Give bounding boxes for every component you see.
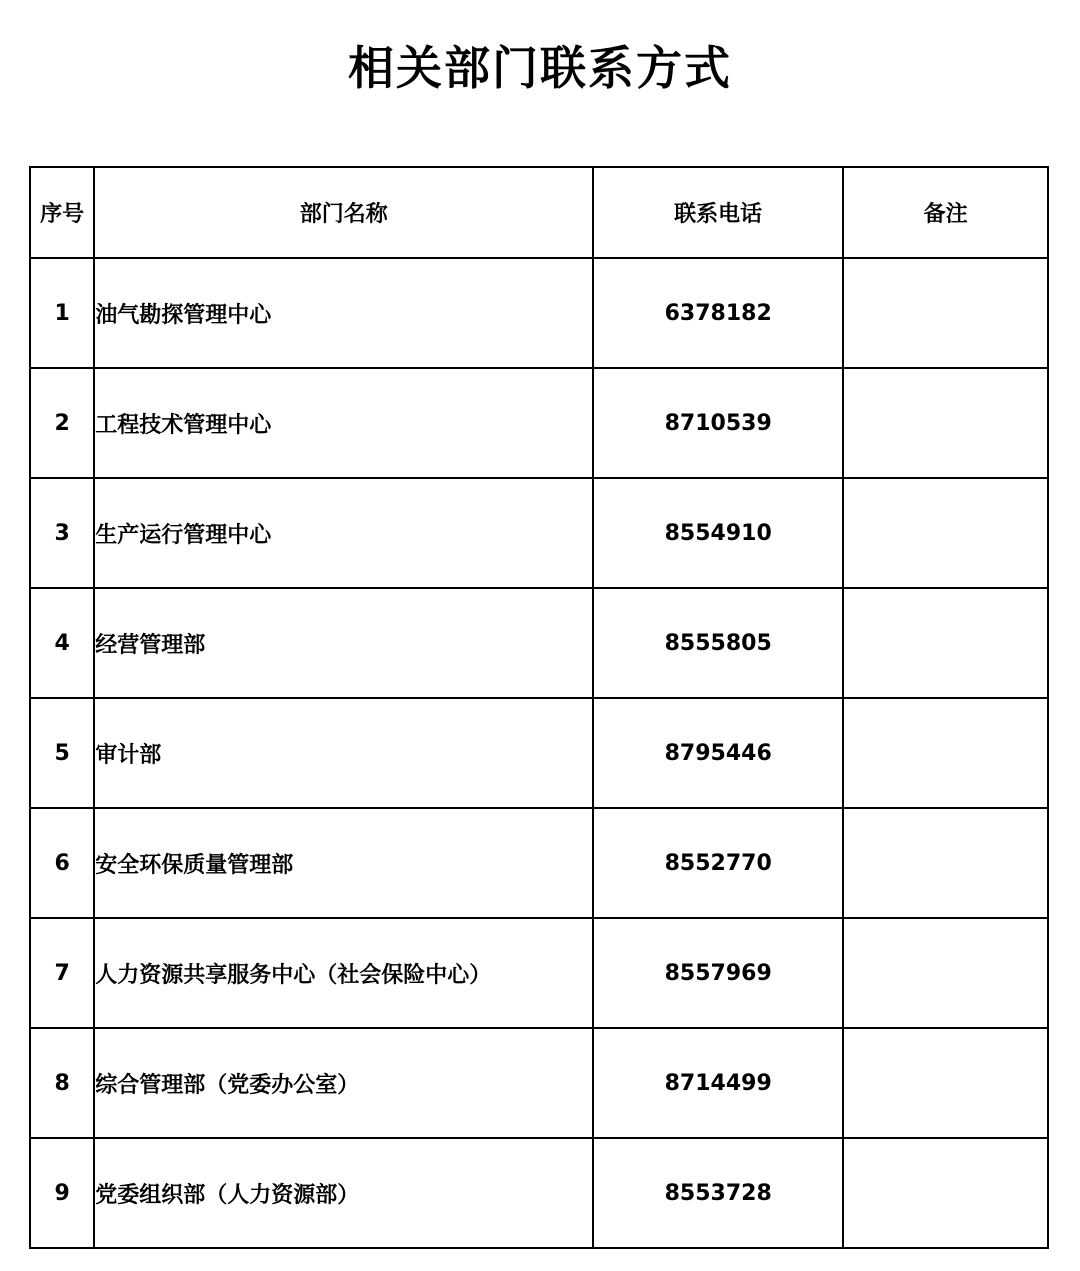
header-name: 部门名称: [94, 167, 593, 258]
header-phone: 联系电话: [593, 167, 843, 258]
table-row: [30, 808, 1048, 918]
contacts-table: [29, 166, 1049, 1249]
row-department-name: 经营管理部: [94, 588, 593, 698]
row-index: 5: [30, 698, 94, 808]
row-phone: 8552770: [593, 808, 843, 918]
header-note: 备注: [843, 167, 1048, 258]
row-index: 7: [30, 918, 94, 1028]
row-department-name: 安全环保质量管理部: [94, 808, 593, 918]
row-phone: 8714499: [593, 1028, 843, 1138]
row-note: [843, 478, 1048, 588]
row-index: 8: [30, 1028, 94, 1138]
row-note: [843, 808, 1048, 918]
row-note: [843, 698, 1048, 808]
row-note: [843, 368, 1048, 478]
row-phone: 6378182: [593, 258, 843, 368]
header-index: 序号: [30, 167, 94, 258]
table-row: [30, 258, 1048, 368]
table-row: [30, 698, 1048, 808]
table-row: [30, 918, 1048, 1028]
table-row: [30, 1028, 1048, 1138]
row-phone: 8553728: [593, 1138, 843, 1248]
table-row: [30, 478, 1048, 588]
row-index: 3: [30, 478, 94, 588]
row-phone: 8555805: [593, 588, 843, 698]
row-department-name: 审计部: [94, 698, 593, 808]
row-index: 4: [30, 588, 94, 698]
row-phone: 8710539: [593, 368, 843, 478]
row-index: 2: [30, 368, 94, 478]
row-department-name: 生产运行管理中心: [94, 478, 593, 588]
row-department-name: 人力资源共享服务中心（社会保险中心）: [94, 918, 593, 1028]
row-index: 1: [30, 258, 94, 368]
row-phone: 8554910: [593, 478, 843, 588]
row-note: [843, 258, 1048, 368]
row-department-name: 工程技术管理中心: [94, 368, 593, 478]
row-note: [843, 1138, 1048, 1248]
row-department-name: 综合管理部（党委办公室）: [94, 1028, 593, 1138]
row-department-name: 油气勘探管理中心: [94, 258, 593, 368]
page-title: 相关部门联系方式: [348, 41, 732, 95]
table-row: [30, 588, 1048, 698]
table-row: [30, 1138, 1048, 1248]
row-phone: 8557969: [593, 918, 843, 1028]
row-index: 9: [30, 1138, 94, 1248]
row-note: [843, 588, 1048, 698]
row-phone: 8795446: [593, 698, 843, 808]
row-note: [843, 1028, 1048, 1138]
table-header-row: [30, 167, 1048, 258]
row-index: 6: [30, 808, 94, 918]
table-row: [30, 368, 1048, 478]
row-note: [843, 918, 1048, 1028]
row-department-name: 党委组织部（人力资源部）: [94, 1138, 593, 1248]
